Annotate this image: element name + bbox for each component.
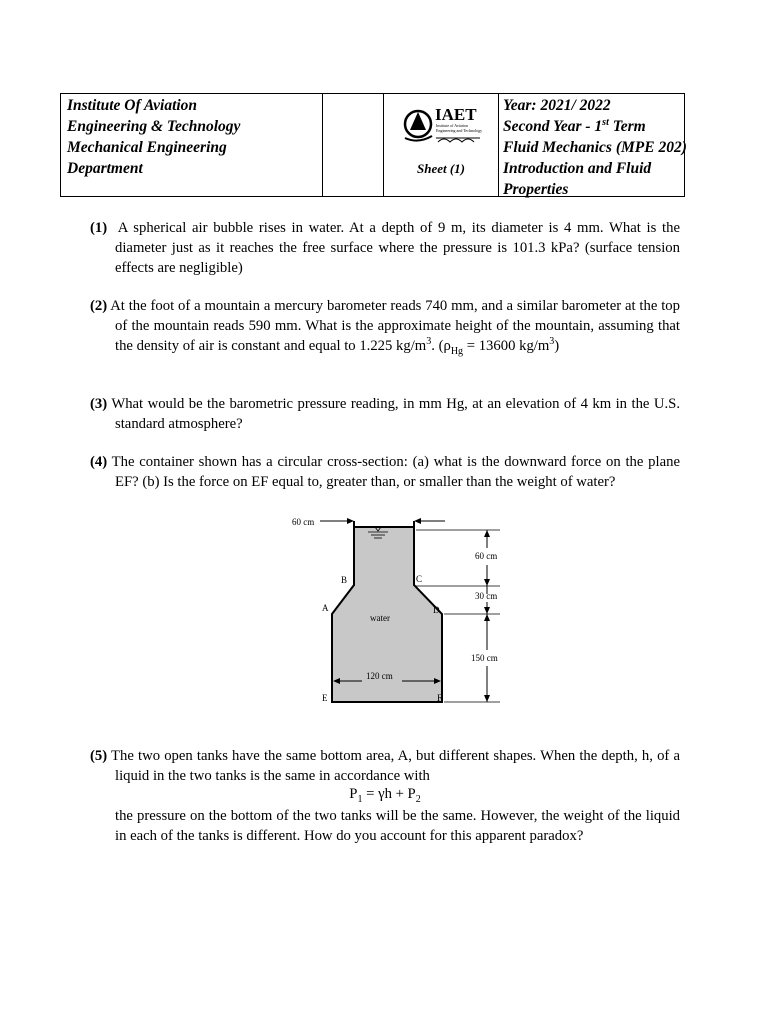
logo-subtext: Engineering and Technology <box>436 128 483 133</box>
sheet-number: Sheet (1) <box>416 161 466 176</box>
term: Second Year - 1st Term <box>503 116 646 135</box>
point-label-c: C <box>416 574 423 584</box>
question-number: (5) <box>90 748 108 764</box>
question-4: (4) The container shown has a circular cross-section: (a) what is the downward force on the plane EF? (b) Is the force on EF equal to, greater than, or smaller than the weight of water? <box>90 454 680 490</box>
logo-text: IAET <box>435 105 477 124</box>
question-5: (5) The two open tanks have the same bottom area, A, but different shapes. When the depth, h, of a liquid in the two tanks is the same in accordance with <box>90 748 680 784</box>
question-1: (1) A spherical air bubble rises in water. At a depth of 9 m, its diameter is 4 mm. What is the diameter just as it reaches the free surface where the pressure is 101.3 kPa? (surface tension effects are negligible) <box>90 220 680 276</box>
question-text: The two open tanks have the same bottom area, A, but different shapes. When the depth, <box>111 748 638 764</box>
question-5-continued: the pressure on the bottom of the two tanks will be the same. However, the weight of the liquid in each of the tanks is different. How do you account for this apparent paradox? <box>115 808 681 844</box>
question-3: (3) What would be the barometric pressure reading, in mm Hg, at an elevation of 4 km in the U.S. standard atmosphere? <box>90 396 680 432</box>
point-label-d: D <box>433 605 440 615</box>
logo-cell <box>383 94 499 196</box>
point-label-b: B <box>341 575 348 585</box>
header-table <box>60 93 685 197</box>
institute-line: Mechanical Engineering <box>67 139 227 156</box>
iaet-logo <box>402 100 484 146</box>
course: Fluid Mechanics (MPE 202) <box>503 139 687 156</box>
question-text: At the foot of a mountain a mercury barometer reads 740 mm, and a similar barometer <box>110 298 622 314</box>
question-number: (4) <box>90 454 108 470</box>
fluid-label: water <box>370 613 390 623</box>
header-gap <box>323 94 383 196</box>
course-cell <box>499 94 687 198</box>
dim-label-150: 150 cm <box>471 653 498 663</box>
institute-line: Department <box>67 160 143 177</box>
institute-cell <box>61 94 323 196</box>
question-text: What would be the barometric pressure reading, in mm Hg, at an elevation of 4 km in <box>111 396 628 412</box>
question-text: The container shown has a circular cross-section: (a) what is the downward force on <box>111 454 621 470</box>
question-number: (1) <box>90 220 108 236</box>
top-width-label: 60 cm <box>292 517 315 527</box>
question-number: (2) <box>90 298 108 314</box>
question-text: A spherical air bubble rises in water. At a depth of 9 m, its diameter is 4 mm. What is <box>117 220 657 236</box>
container-figure <box>280 512 520 712</box>
point-label-e: E <box>322 693 328 703</box>
logo-subtext: Institute of Aviation <box>436 123 468 128</box>
bottom-width-label: 120 cm <box>366 671 393 681</box>
topic-line: Introduction and Fluid <box>503 160 652 177</box>
year: Year: 2021/ 2022 <box>503 97 611 114</box>
dim-label-60: 60 cm <box>475 551 498 561</box>
institute-line: Engineering & Technology <box>67 118 241 135</box>
point-label-f: F <box>437 693 443 703</box>
pressure-formula: $P_1 = \gamma h + P_2$ <box>349 786 421 805</box>
institute-line: Institute Of Aviation <box>67 97 198 114</box>
question-number: (3) <box>90 396 108 412</box>
dim-label-30: 30 cm <box>475 591 498 601</box>
question-2: (2) At the foot of a mountain a mercury barometer reads 740 mm, and a similar barometer at the top of the mountain reads 590 mm. What is the approximate height of the mountain, assuming that the density of air is constant and equal to 1.225 $kg/m^3$. ($\rho_{Hg} = 13600$ $kg/m^3$) <box>90 298 681 357</box>
point-label-a: A <box>322 603 329 613</box>
topic-line: Properties <box>503 181 569 198</box>
